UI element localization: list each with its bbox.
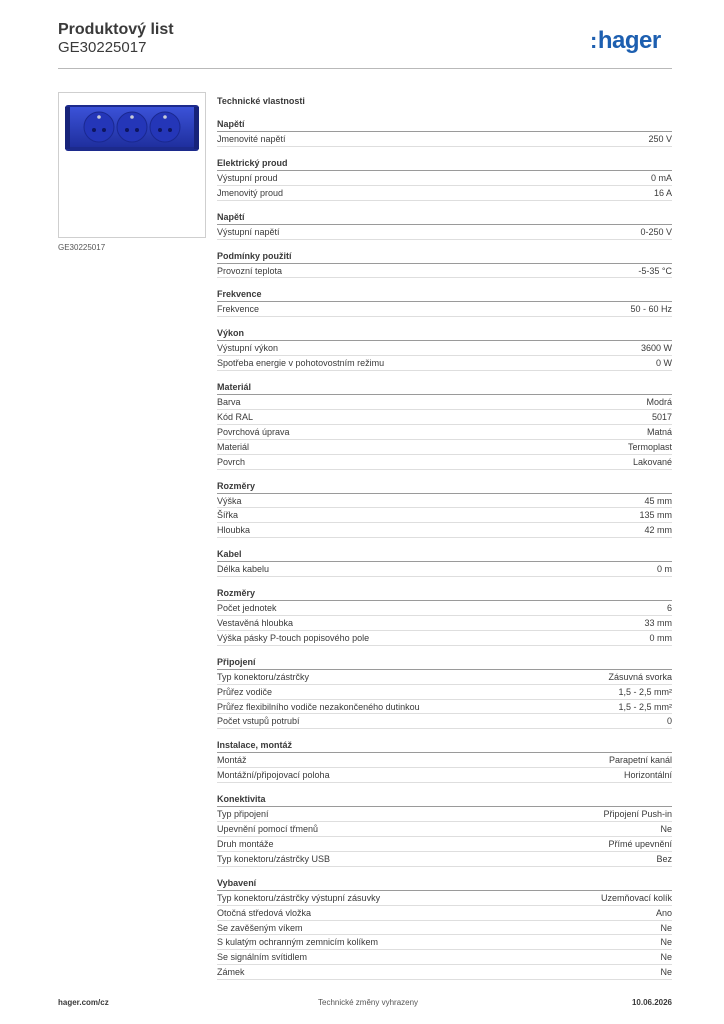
spec-row [217,264,672,279]
spec-label: Výška [217,495,242,506]
product-image [58,92,206,238]
spec-value: Zásuvná svorka [608,671,672,682]
spec-row [217,395,672,410]
spec-group-title: Kabel [217,548,672,562]
spec-value: Ne [660,922,672,933]
footer-notice: Technické změny vyhrazeny [318,998,419,1007]
spec-row [217,186,672,201]
spec-value: Parapetní kanál [608,755,672,766]
spec-label: Výška pásky P-touch popisového pole [217,632,370,643]
spec-row [217,440,672,455]
spec-group-title: Materiál [217,381,672,395]
spec-group-title: Výkon [217,327,672,341]
spec-group [217,157,672,201]
spec-value: Ne [660,952,672,963]
page-title: Produktový list [58,21,174,38]
spec-value: 1,5 - 2,5 mm² [618,686,672,697]
spec-label: Hloubka [217,525,251,536]
spec-row [217,700,672,715]
spec-value: 42 mm [644,525,672,536]
spec-row [217,714,672,729]
spec-value: Přímé upevnění [608,838,672,849]
spec-label: Počet jednotek [217,603,277,614]
spec-row [217,921,672,936]
spec-group [217,381,672,469]
spec-label: Se zavěšeným víkem [217,922,303,933]
spec-label: Provozní teplota [217,265,283,276]
spec-label: Počet vstupů potrubí [217,716,300,727]
spec-row [217,906,672,921]
spec-value: 45 mm [644,495,672,506]
spec-row [217,768,672,783]
spec-group [217,327,672,371]
spec-group [217,211,672,240]
spec-label: Jmenovité napětí [217,134,286,144]
spec-group [217,656,672,730]
spec-label: Výstupní výkon [217,343,279,354]
spec-value: Matná [646,426,672,437]
spec-label: Montáž [217,755,247,766]
spec-value: 0-250 V [640,226,672,237]
spec-group [217,250,672,279]
spec-label: Se signálním svítidlem [217,952,308,963]
spec-value: Lakované [632,456,672,467]
product-code: GE30225017 [58,39,147,56]
spec-label: Zámek [217,967,245,978]
footer-date: 10.06.2026 [631,998,672,1007]
spec-label: Průřez vodiče [217,686,273,697]
spec-label: Povrchová úprava [217,426,290,437]
spec-group [217,288,672,317]
spec-group-title: Elektrický proud [217,157,672,171]
spec-value: Ne [660,824,672,835]
spec-value: 135 mm [639,510,672,521]
spec-row [217,425,672,440]
spec-group-title: Vybavení [217,877,672,891]
header-divider [58,68,672,69]
spec-value: 50 - 60 Hz [630,304,672,315]
spec-label: Typ připojení [217,809,269,820]
spec-group-title: Rozměry [217,480,672,494]
spec-value: 0 mm [649,632,672,643]
spec-label: Jmenovitý proud [217,187,284,198]
spec-label: Typ konektoru/zástrčky [217,671,310,682]
spec-label: Druh montáže [217,838,274,849]
spec-group [217,548,672,577]
spec-group [217,793,672,867]
spec-value: 0 mA [650,172,672,183]
spec-value: Ne [660,937,672,948]
spec-group [217,739,672,783]
spec-value: Ano [655,907,672,918]
image-caption: GE30225017 [58,243,106,252]
spec-group-title: Napětí [217,211,672,225]
spec-value: 3600 W [640,343,672,354]
spec-groups [217,118,672,980]
spec-row [217,455,672,470]
spec-row [217,562,672,577]
spec-row [217,670,672,685]
spec-value: 0 m [656,564,672,575]
spec-label: Upevnění pomocí třmenů [217,824,319,835]
spec-row [217,494,672,509]
socket-strip-illustration [59,93,205,237]
spec-row [217,341,672,356]
spec-row [217,891,672,906]
spec-row [217,935,672,950]
spec-row [217,410,672,425]
spec-row [217,837,672,852]
specs-heading: Technické vlastnosti [217,96,305,106]
spec-value: 5017 [651,412,672,423]
spec-group [217,118,672,147]
spec-value: -5-35 °C [638,265,672,276]
spec-value: Bez [656,853,672,864]
spec-row [217,852,672,867]
spec-label: Montážní/připojovací poloha [217,770,330,781]
spec-label: Šířka [217,510,239,521]
spec-value: Uzemňovací kolík [600,892,672,903]
spec-value: Ne [660,967,672,978]
footer-website: hager.com/cz [58,998,109,1007]
spec-label: Kód RAL [217,412,254,423]
spec-value: Připojení Push-in [603,809,672,820]
spec-row [217,523,672,538]
spec-label: Typ konektoru/zástrčky USB [217,853,331,864]
spec-value: 250 V [648,134,672,144]
spec-label: Výstupní napětí [217,226,280,237]
spec-value: 0 [666,716,672,727]
spec-row [217,822,672,837]
logo-text: hager [597,27,661,54]
spec-group-title: Rozměry [217,587,672,601]
spec-label: Průřez flexibilního vodiče nezakončeného dutinkou [217,701,420,712]
spec-row [217,965,672,980]
spec-label: Povrch [217,456,246,467]
spec-row [217,508,672,523]
spec-group-title: Připojení [217,656,672,670]
spec-group-title: Frekvence [217,288,672,302]
spec-label: Vestavěná hloubka [217,618,294,629]
spec-row [217,132,672,147]
spec-row [217,950,672,965]
spec-group-title: Podmínky použití [217,250,672,264]
spec-value: 33 mm [644,618,672,629]
spec-group-title: Konektivita [217,793,672,807]
spec-row [217,302,672,317]
spec-value: 6 [666,603,672,614]
spec-value: 0 W [655,358,672,369]
spec-group [217,480,672,539]
spec-label: Otočná středová vložka [217,907,312,918]
spec-value: Termoplast [627,441,672,452]
spec-value: Modrá [646,397,672,408]
spec-row [217,753,672,768]
spec-group-title: Instalace, montáž [217,739,672,753]
technical-specs [217,94,672,990]
spec-label: Barva [217,397,241,408]
spec-label: Materiál [217,441,250,452]
spec-row [217,171,672,186]
spec-value: Horizontální [623,770,672,781]
spec-row [217,807,672,822]
spec-row [217,356,672,371]
spec-row [217,601,672,616]
spec-value: 16 A [653,187,672,198]
spec-label: S kulatým ochranným zemnicím kolíkem [217,937,379,948]
spec-group [217,877,672,980]
spec-label: Spotřeba energie v pohotovostním režimu [217,358,385,369]
spec-group [217,587,672,646]
spec-label: Typ konektoru/zástrčky výstupní zásuvky [217,892,381,903]
spec-row [217,616,672,631]
spec-value: 1,5 - 2,5 mm² [618,701,672,712]
spec-label: Výstupní proud [217,172,278,183]
spec-label: Frekvence [217,304,260,315]
spec-group-title: Napětí [217,118,672,132]
spec-label: Délka kabelu [217,564,270,575]
hager-logo: :hager [590,27,661,54]
spec-row [217,685,672,700]
spec-row [217,631,672,646]
spec-row [217,225,672,240]
